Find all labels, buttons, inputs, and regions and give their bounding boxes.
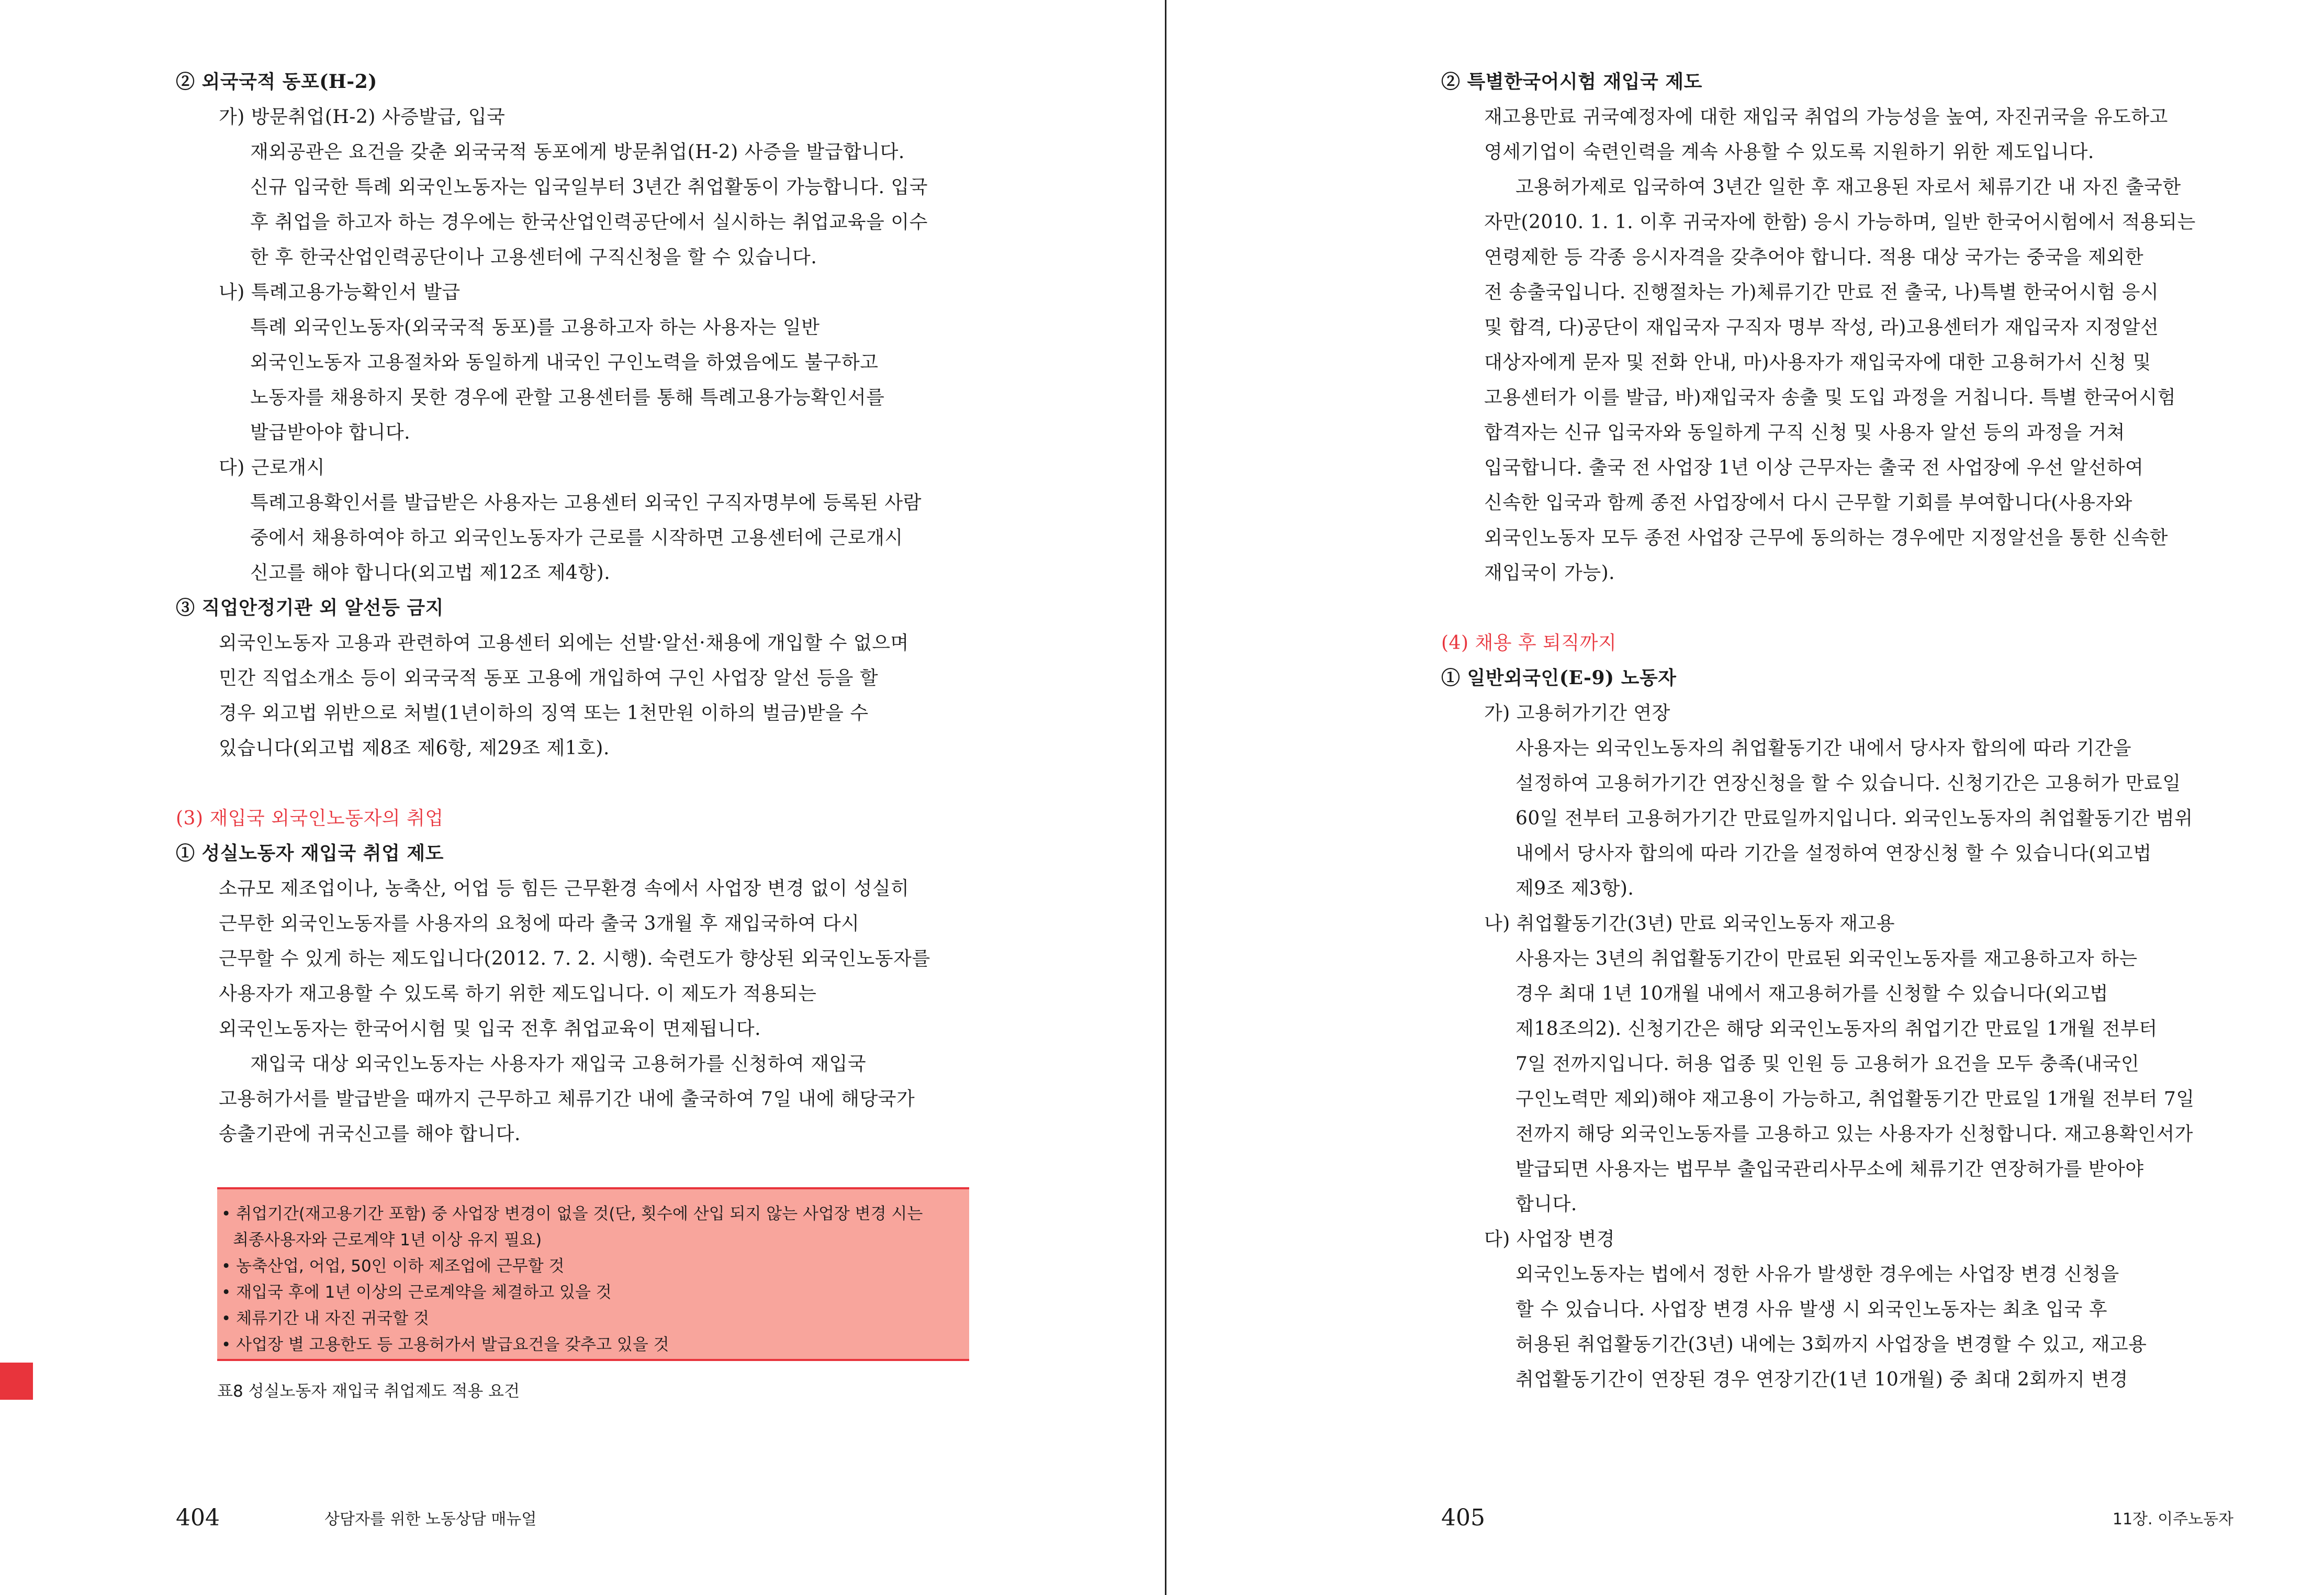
- box-item: • 체류기간 내 자진 귀국할 것: [221, 1309, 429, 1328]
- body-line: 외국인노동자 고용절차와 동일하게 내국인 구인노력을 하였음에도 불구하고: [250, 352, 879, 373]
- box-item: • 농축산업, 어업, 50인 이하 제조업에 근무할 것: [221, 1257, 565, 1276]
- body-line: 사용자가 재고용할 수 있도록 하기 위한 제도입니다. 이 제도가 적용되는: [219, 983, 817, 1005]
- body-line: 민간 직업소개소 등이 외국국적 동포 고용에 개입하여 구인 사업장 알선 등을 할: [219, 667, 879, 689]
- subsection-heading: 가) 방문취업(H-2) 사증발급, 입국: [219, 106, 506, 128]
- body-line: 경우 외고법 위반으로 처벌(1년이하의 징역 또는 1천만원 이하의 벌금)받을 수: [219, 702, 869, 724]
- body-line: 60일 전부터 고용허가기간 만료일까지입니다. 외국인노동자의 취업활동기간 범위: [1515, 808, 2193, 829]
- body-line: 내에서 당사자 합의에 따라 기간을 설정하여 연장신청 할 수 있습니다(외고법: [1515, 843, 2152, 864]
- body-line: 취업활동기간이 연장된 경우 연장기간(1년 10개월) 중 최대 2회까지 변경: [1515, 1369, 2128, 1390]
- chapter-heading: (3) 재입국 외국인노동자의 취업: [176, 808, 444, 829]
- box-item: • 취업기간(재고용기간 포함) 중 사업장 변경이 없을 것(단, 횟수에 산입 되지 않는 사업장 변경 시는: [221, 1204, 923, 1223]
- body-line: 자만(2010. 1. 1. 이후 귀국자에 한함) 응시 가능하며, 일반 한국어시험에서 적용되는: [1484, 211, 2196, 233]
- body-line: 소규모 제조업이나, 농축산, 어업 등 힘든 근무환경 속에서 사업장 변경 없이 성실히: [219, 878, 910, 899]
- body-line: 고용허가제로 입국하여 3년간 일한 후 재고용된 자로서 체류기간 내 자진 출국한: [1515, 176, 2181, 198]
- body-line: 경우 최대 1년 10개월 내에서 재고용허가를 신청할 수 있습니다(외고법: [1515, 983, 2108, 1005]
- body-line: 발급되면 사용자는 법무부 출입국관리사무소에 체류기간 연장허가를 받아야: [1515, 1158, 2144, 1180]
- body-line: 후 취업을 하고자 하는 경우에는 한국산업인력공단에서 실시하는 취업교육을 이수: [250, 211, 928, 233]
- body-line: 외국인노동자는 법에서 정한 사유가 발생한 경우에는 사업장 변경 신청을: [1515, 1264, 2119, 1285]
- section-heading: ③ 직업안정기관 외 알선등 금지: [176, 597, 444, 619]
- body-line: 중에서 채용하여야 하고 외국인노동자가 근로를 시작하면 고용센터에 근로개시: [250, 527, 903, 549]
- body-line: 발급받아야 합니다.: [250, 422, 411, 443]
- body-line: 전까지 해당 외국인노동자를 고용하고 있는 사용자가 신청합니다. 재고용확인서가: [1515, 1123, 2193, 1145]
- subsection-heading: 나) 취업활동기간(3년) 만료 외국인노동자 재고용: [1484, 913, 1895, 934]
- body-line: 할 수 있습니다. 사업장 변경 사유 발생 시 외국인노동자는 최초 입국 후: [1515, 1299, 2108, 1320]
- body-line: 신규 입국한 특례 외국인노동자는 입국일부터 3년간 취업활동이 가능합니다. 입국: [250, 176, 928, 198]
- body-line: 근무한 외국인노동자를 사용자의 요청에 따라 출국 3개월 후 재입국하여 다시: [219, 913, 860, 934]
- body-line: 송출기관에 귀국신고를 해야 합니다.: [219, 1123, 521, 1145]
- box-item: • 사업장 별 고용한도 등 고용허가서 발급요건을 갖추고 있을 것: [221, 1335, 669, 1354]
- chapter-heading: (4) 채용 후 퇴직까지: [1441, 632, 1617, 654]
- blank-line: [176, 766, 930, 801]
- body-line: 외국인노동자 고용과 관련하여 고용센터 외에는 선발·알선·채용에 개입할 수 없으며: [219, 632, 909, 654]
- body-line: 설정하여 고용허가기간 연장신청을 할 수 있습니다. 신청기간은 고용허가 만료일: [1515, 773, 2181, 794]
- body-line: 노동자를 채용하지 못한 경우에 관할 고용센터를 통해 특례고용가능확인서를: [250, 387, 885, 408]
- body-line: 허용된 취업활동기간(3년) 내에는 3회까지 사업장을 변경할 수 있고, 재고용: [1515, 1334, 2147, 1355]
- left-page-body: [176, 64, 930, 1152]
- body-line: 재입국이 가능).: [1484, 562, 1615, 584]
- body-line: 입국합니다. 출국 전 사업장 1년 이상 근무자는 출국 전 사업장에 우선 알선하여: [1484, 457, 2144, 478]
- body-line: 구인노력만 제외)해야 재고용이 가능하고, 취업활동기간 만료일 1개월 전부터 7일: [1515, 1088, 2195, 1110]
- body-line: 재고용만료 귀국예정자에 대한 재입국 취업의 가능성을 높여, 자진귀국을 유도하고: [1484, 106, 2168, 128]
- subsection-heading: 다) 사업장 변경: [1484, 1229, 1615, 1250]
- requirements-box: [217, 1187, 969, 1361]
- body-line: 사용자는 3년의 취업활동기간이 만료된 외국인노동자를 재고용하고자 하는: [1515, 948, 2138, 969]
- footer-title-right: 11장. 이주노동자: [2112, 1510, 2233, 1529]
- body-line: 영세기업이 숙련인력을 계속 사용할 수 있도록 지원하기 위한 제도입니다.: [1484, 141, 2094, 163]
- subsection-heading: 나) 특례고용가능확인서 발급: [219, 282, 461, 303]
- blank-line: [1441, 590, 2196, 626]
- table-caption: 표8 성실노동자 재입국 취업제도 적용 요건: [217, 1382, 520, 1401]
- page-divider: [1165, 0, 1166, 1595]
- subsection-heading: 다) 근로개시: [219, 457, 325, 478]
- body-line: 및 합격, 다)공단이 재입국자 구직자 명부 작성, 라)고용센터가 재입국자 지정알선: [1484, 317, 2159, 338]
- right-page-body: [1441, 64, 2196, 1397]
- body-line: 고용허가서를 발급받을 때까지 근무하고 체류기간 내에 출국하여 7일 내에 해당국가: [219, 1088, 915, 1110]
- section-heading: ② 특별한국어시험 재입국 제도: [1441, 71, 1702, 93]
- body-line: 신고를 해야 합니다(외고법 제12조 제4항).: [250, 562, 611, 584]
- body-line: 전 송출국입니다. 진행절차는 가)체류기간 만료 전 출국, 나)특별 한국어시험 응시: [1484, 282, 2159, 303]
- footer-title-left: 상담자를 위한 노동상담 매뉴얼: [324, 1510, 537, 1529]
- page-number-left: 404: [176, 1504, 220, 1531]
- body-line: 있습니다(외고법 제8조 제6항, 제29조 제1호).: [219, 738, 610, 759]
- body-line: 외국인노동자는 한국어시험 및 입국 전후 취업교육이 면제됩니다.: [219, 1018, 761, 1040]
- body-line: 합격자는 신규 입국자와 동일하게 구직 신청 및 사용자 알선 등의 과정을 거쳐: [1484, 422, 2125, 443]
- body-line: 대상자에게 문자 및 전화 안내, 마)사용자가 재입국자에 대한 고용허가서 신청 및: [1484, 352, 2151, 373]
- body-line: 사용자는 외국인노동자의 취업활동기간 내에서 당사자 합의에 따라 기간을: [1515, 738, 2132, 759]
- body-line: 특례고용확인서를 발급받은 사용자는 고용센터 외국인 구직자명부에 등록된 사람: [250, 492, 922, 514]
- body-line: 연령제한 등 각종 응시자격을 갖추어야 합니다. 적용 대상 국가는 중국을 제외한: [1484, 247, 2144, 268]
- body-line: 제18조의2). 신청기간은 해당 외국인노동자의 취업기간 만료일 1개월 전부터: [1515, 1018, 2158, 1040]
- body-line: 근무할 수 있게 하는 제도입니다(2012. 7. 2. 시행). 숙련도가 향상된 외국인노동자를: [219, 948, 930, 969]
- section-heading: ② 외국국적 동포(H-2): [176, 71, 377, 93]
- chapter-tab: [0, 1363, 33, 1400]
- box-item: 최종사용자와 근로계약 1년 이상 유지 필요): [233, 1231, 542, 1250]
- page-number-right: 405: [1441, 1504, 1485, 1531]
- body-line: 합니다.: [1515, 1194, 1577, 1215]
- body-line: 특례 외국인노동자(외국국적 동포)를 고용하고자 하는 사용자는 일반: [250, 317, 820, 338]
- body-line: 외국인노동자 모두 종전 사업장 근무에 동의하는 경우에만 지정알선을 통한 신속한: [1484, 527, 2168, 549]
- box-item: • 재입국 후에 1년 이상의 근로계약을 체결하고 있을 것: [221, 1283, 612, 1302]
- body-line: 재입국 대상 외국인노동자는 사용자가 재입국 고용허가를 신청하여 재입국: [250, 1053, 867, 1075]
- body-line: 고용센터가 이를 발급, 바)재입국자 송출 및 도입 과정을 거칩니다. 특별 한국어시험: [1484, 387, 2176, 408]
- body-line: 한 후 한국산업인력공단이나 고용센터에 구직신청을 할 수 있습니다.: [250, 247, 817, 268]
- subsection-heading: 가) 고용허가기간 연장: [1484, 702, 1670, 724]
- section-heading: ① 일반외국인(E-9) 노동자: [1441, 667, 1677, 689]
- body-line: 신속한 입국과 함께 종전 사업장에서 다시 근무할 기회를 부여합니다(사용자와: [1484, 492, 2132, 514]
- body-line: 7일 전까지입니다. 허용 업종 및 인원 등 고용허가 요건을 모두 충족(내국인: [1515, 1053, 2140, 1075]
- body-line: 제9조 제3항).: [1515, 878, 1634, 899]
- section-heading: ① 성실노동자 재입국 취업 제도: [176, 842, 444, 864]
- body-line: 재외공관은 요건을 갖춘 외국국적 동포에게 방문취업(H-2) 사증을 발급합니다.: [250, 141, 905, 163]
